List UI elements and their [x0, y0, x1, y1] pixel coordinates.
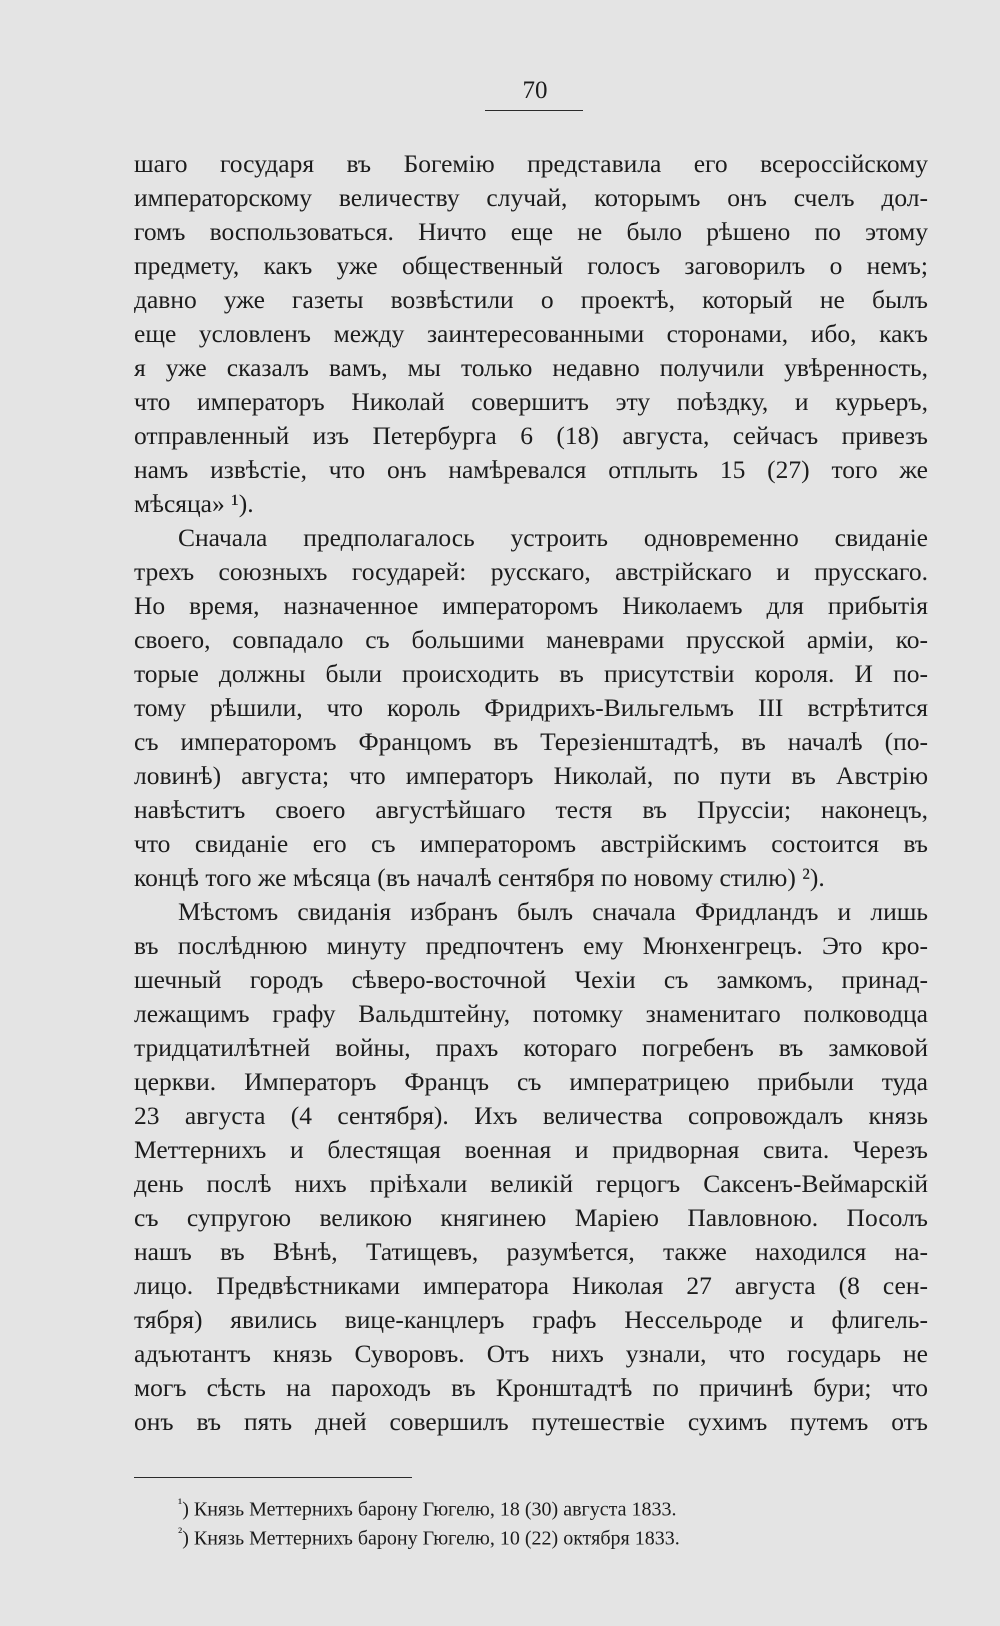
text-line: что свиданіе его съ императоромъ австрійскимъ состоится въ [134, 829, 928, 858]
text-line: лицо. Предвѣстниками императора Николая 27 августа (8 сен- [134, 1271, 928, 1300]
text-line: тридцатилѣтней войны, прахъ котораго погребенъ въ замковой [134, 1033, 928, 1062]
text-line: 23 августа (4 сентября). Ихъ величества сопровождалъ князь [134, 1101, 928, 1130]
body-text [134, 147, 928, 1439]
text-line: нашъ въ Вѣнѣ, Татищевъ, разумѣется, также находился на- [134, 1237, 928, 1266]
footnote-text: ) Князь Меттернихъ барону Гюгелю, 18 (30) августа 1833. [182, 1498, 677, 1521]
text-line: что императоръ Николай совершитъ эту поѣздку, и курьеръ, [134, 387, 928, 416]
paragraph [134, 147, 928, 521]
footnote [178, 1490, 928, 1519]
text-line: навѣститъ своего августѣйшаго тестя въ Пруссіи; наконецъ, [134, 795, 928, 824]
text-line: могъ сѣсть на пароходъ въ Кронштадтѣ по причинѣ бури; что [134, 1373, 928, 1402]
text-line: концѣ того же мѣсяца (въ началѣ сентября по новому стилю) ²). [134, 863, 825, 892]
text-line: шаго государя въ Богемію представила его всероссійскому [134, 149, 928, 178]
text-line: Мѣстомъ свиданія избранъ былъ сначала Фридландъ и лишь [178, 897, 928, 926]
text-line: лежащимъ графу Вальдштейну, потомку знаменитаго полководца [134, 999, 928, 1028]
footnotes [178, 1490, 928, 1548]
text-line: Меттернихъ и блестящая военная и придворная свита. Черезъ [134, 1135, 928, 1164]
text-line: шечный городъ сѣверо-восточной Чехіи съ замкомъ, принад- [134, 965, 928, 994]
footnote-rule [134, 1477, 412, 1478]
text-line: тому рѣшили, что король Фридрихъ-Вильгельмъ III встрѣтится [134, 693, 928, 722]
page-number: 70 [522, 77, 548, 104]
text-line: онъ въ пять дней совершилъ путешествіе сухимъ путемъ отъ [134, 1407, 928, 1436]
footnote [178, 1519, 928, 1548]
text-line: своего, совпадало съ большими маневрами прусской арміи, ко- [134, 625, 928, 654]
text-line: ловинѣ) августа; что императоръ Николай, по пути въ Австрію [134, 761, 928, 790]
text-line: гомъ воспользоваться. Ничто еще не было рѣшено по этому [134, 217, 928, 246]
page-number-rule [485, 110, 583, 111]
text-line: императорскому величеству случай, которымъ онъ счелъ дол- [134, 183, 928, 212]
text-line: отправленный изъ Петербурга 6 (18) августа, сейчасъ привезъ [134, 421, 928, 450]
text-line: намъ извѣстіе, что онъ намѣревался отплыть 15 (27) того же [134, 455, 928, 484]
text-line: тября) явились вице-канцлеръ графъ Нессельроде и флигель- [134, 1305, 928, 1334]
text-line: трехъ союзныхъ государей: русскаго, австрійскаго и прусскаго. [134, 557, 928, 586]
text-line: давно уже газеты возвѣстили о проектѣ, который не былъ [134, 285, 928, 314]
text-line: въ послѣднюю минуту предпочтенъ ему Мюнхенгрецъ. Это кро- [134, 931, 928, 960]
text-line: церкви. Императоръ Францъ съ императрицею прибыли туда [134, 1067, 928, 1096]
paragraph [134, 895, 928, 1439]
footnote-mark: ¹ [178, 1497, 183, 1512]
paragraph [134, 521, 928, 895]
text-line: адъютантъ князь Суворовъ. Отъ нихъ узнали, что государь не [134, 1339, 928, 1368]
text-line: Но время, назначенное императоромъ Николаемъ для прибытія [134, 591, 928, 620]
text-line: съ супругою великою княгинею Маріею Павловною. Посолъ [134, 1203, 928, 1232]
text-line: торые должны были происходить въ присутствіи короля. И по- [134, 659, 928, 688]
text-line: я уже сказалъ вамъ, мы только недавно получили увѣренность, [134, 353, 928, 382]
text-line: еще условленъ между заинтересованными сторонами, ибо, какъ [134, 319, 928, 348]
text-line: день послѣ нихъ пріѣхали великій герцогъ Саксенъ-Веймарскій [134, 1169, 928, 1198]
text-line: Сначала предполагалось устроить одновременно свиданіе [178, 523, 928, 552]
footnote-text: ) Князь Меттернихъ барону Гюгелю, 10 (22) октября 1833. [182, 1527, 680, 1550]
footnote-mark: ² [178, 1526, 183, 1541]
text-line: предмету, какъ уже общественный голосъ заговорилъ о немъ; [134, 251, 928, 280]
text-line: мѣсяца» ¹). [134, 489, 254, 518]
text-line: съ императоромъ Францомъ въ Терезіенштадтѣ, въ началѣ (по- [134, 727, 928, 756]
